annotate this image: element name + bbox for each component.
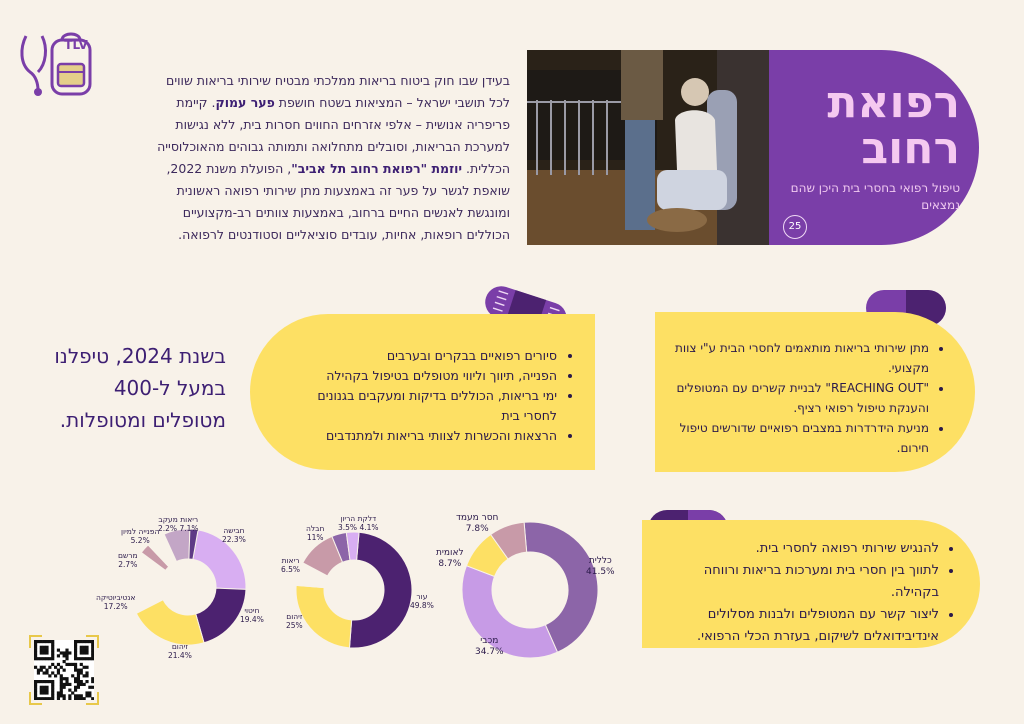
approach-item: • מתן שירותי בריאות מותאמים לחסרי הבית ע"י צוות מקצועי. [665, 338, 929, 378]
logo-text: TLV [64, 38, 88, 52]
chart-label-name: כללית [588, 556, 612, 566]
chart-label-name: ריאות [281, 556, 300, 565]
services-item: • ימי בריאות, הכוללים בדיקות ומעקבים בגנונים לחסרי בית [290, 386, 557, 426]
chart-label [306, 524, 324, 542]
goals-item: • לתווך בין חסרי בית ומערכות בריאות ורווחה בקהילה. [665, 560, 939, 604]
chart-label [118, 551, 138, 569]
intro-part1: בעידן שבו חוק ביטוח בריאות ממלכתי מבטיח שירותי בריאות שווים לכל תושבי ישראל – המציאות בשטח חושפת [166, 73, 510, 110]
chart-label [168, 642, 192, 660]
chart-label [96, 593, 135, 611]
chart-label-value: 49.8% [410, 601, 434, 610]
chart-label-name: ריאות מעקב [158, 515, 199, 524]
services-item: • הרצאות והכשרות לצוותי בריאות ולמתנדבים [290, 426, 557, 446]
approach-item: • "REACHING OUT" לבניית קשרים עם המטופלים והענקת טיפול רפואי רציף. [665, 378, 929, 418]
chart-label-value: 2.2% [158, 524, 178, 533]
chart-label [410, 592, 434, 610]
intro-paragraph [150, 70, 510, 246]
chart-label-name: זיהום [286, 612, 303, 621]
chart-label-values-row [158, 524, 199, 533]
chart-label-values-row [338, 523, 379, 532]
patients-stat [36, 340, 226, 436]
chart-label-value: 21.4% [168, 651, 192, 660]
chart-label-value: 41.5% [586, 567, 615, 577]
chart-label-value: 4.1% [359, 523, 379, 532]
chart-label-name: מרשם [118, 551, 138, 560]
stat-line1: בשנת 2024, טיפלנו [54, 344, 226, 368]
chart-label-value: 34.7% [475, 647, 504, 657]
chart-label-name: אנטיביוטיקה [96, 593, 136, 602]
chart-label-name: חבישה [223, 526, 245, 535]
chart-label [586, 556, 615, 578]
stat-line3: מטופלים ומטופלות. [59, 408, 226, 432]
page-subtitle: טיפול רפואי בחסרי בית היכן שהם נמצאים [790, 181, 960, 212]
stat-line2: במעל ל-400 [113, 376, 226, 400]
chart-label-value: 19.4% [240, 615, 264, 624]
services-list [290, 346, 575, 446]
chart-label-name: חיטוי [244, 606, 260, 615]
chart-label [222, 526, 246, 544]
donut-slice [349, 532, 412, 648]
chart-label-name: חבלה [306, 524, 325, 533]
treatments-donut-chart [128, 527, 248, 647]
intro-bold1: פער עמוק [215, 95, 275, 110]
title-line1: רפואת [827, 77, 960, 128]
page-number: 25 [783, 215, 807, 239]
chart-label-value: 11% [306, 533, 324, 542]
intro-bold2: יוזמת "רפואת רחוב תל אביב" [291, 161, 463, 176]
qr-code[interactable] [34, 640, 94, 700]
services-item: • סיורים רפואיים בבקרים ובערבים [290, 346, 557, 366]
intro-part2: . קיימת פריפריה אנושית – אלפי אזרחים החווים חסרות בית, ללא נגישות למערכת הבריאות, וסובלים מתחלואה ותמותה גבוהים מהאוכלוסייה הכללית. [157, 95, 510, 176]
chart-label-value: 5.2% [130, 536, 150, 545]
services-item: • הפנייה, תיווך וליווי מטופלים בטיפול בקהילה [290, 366, 557, 386]
chart-label-value: 6.5% [281, 565, 301, 574]
approach-list-container [665, 338, 947, 458]
chart-label-value: 7.1% [179, 524, 199, 533]
chart-label-name: זיהום [171, 642, 189, 651]
chart-label-value: 17.2% [103, 602, 128, 611]
goals-list [665, 538, 957, 648]
goals-item: • ליצור קשר עם המטופלים ולבנות מסלולים אינדיבידואלים לשיקום, בעזרת הכלי הרפואי. [665, 604, 939, 648]
chart-label [338, 514, 379, 532]
goals-list-container [665, 538, 957, 648]
approach-list [665, 338, 947, 458]
page-title [790, 77, 960, 174]
title-line2: רחוב [861, 123, 960, 174]
chart-label-name: עור [416, 592, 428, 601]
chart-label-name: חסר מעמד [456, 513, 499, 523]
chart-label-value: 22.3% [222, 535, 246, 544]
chart-label [475, 636, 504, 658]
goals-item: • להנגיש שירותי רפואה לחסרי בית. [665, 538, 939, 560]
chart-label-name: לאומית [436, 548, 464, 558]
conditions-donut-chart [294, 530, 414, 650]
chart-label [158, 515, 199, 533]
services-list-container [290, 346, 575, 446]
chart-label-value: 3.5% [338, 523, 358, 532]
donut-slice [296, 585, 352, 647]
chart-label [281, 556, 300, 574]
approach-item: • מניעת הידרדרות במצבים רפואיים שדורשים טיפול חירום. [665, 418, 929, 458]
chart-label [121, 527, 159, 545]
chart-label-value: 25% [286, 621, 303, 630]
street-medicine-photo [527, 50, 769, 245]
chart-label-value: 2.7% [118, 560, 138, 569]
chart-label [240, 606, 264, 624]
chart-label [456, 513, 498, 535]
chart-label-value: 7.8% [465, 524, 489, 534]
chart-label-name: דלקת הריון [340, 514, 377, 523]
intro-part3: , הפועלת משנת 2022, שואפת לגשר על פער זה באמצעות מתן שירותי רפואה ראשונית ומונגשת לאנשים החיים ברחוב, באמצעות צוותים רב-מקצועיים הכוללים רופאות, אחיות, עובדים סוציאליים וסטודנטים לרפואה. [166, 161, 510, 242]
chart-label [286, 612, 303, 630]
chart-label-value: 8.7% [438, 559, 462, 569]
donut-slice [196, 588, 246, 643]
chart-label [436, 548, 464, 570]
chart-label-name: הפנייה למיון [121, 527, 160, 536]
chart-label-name: מכבי [480, 636, 499, 646]
